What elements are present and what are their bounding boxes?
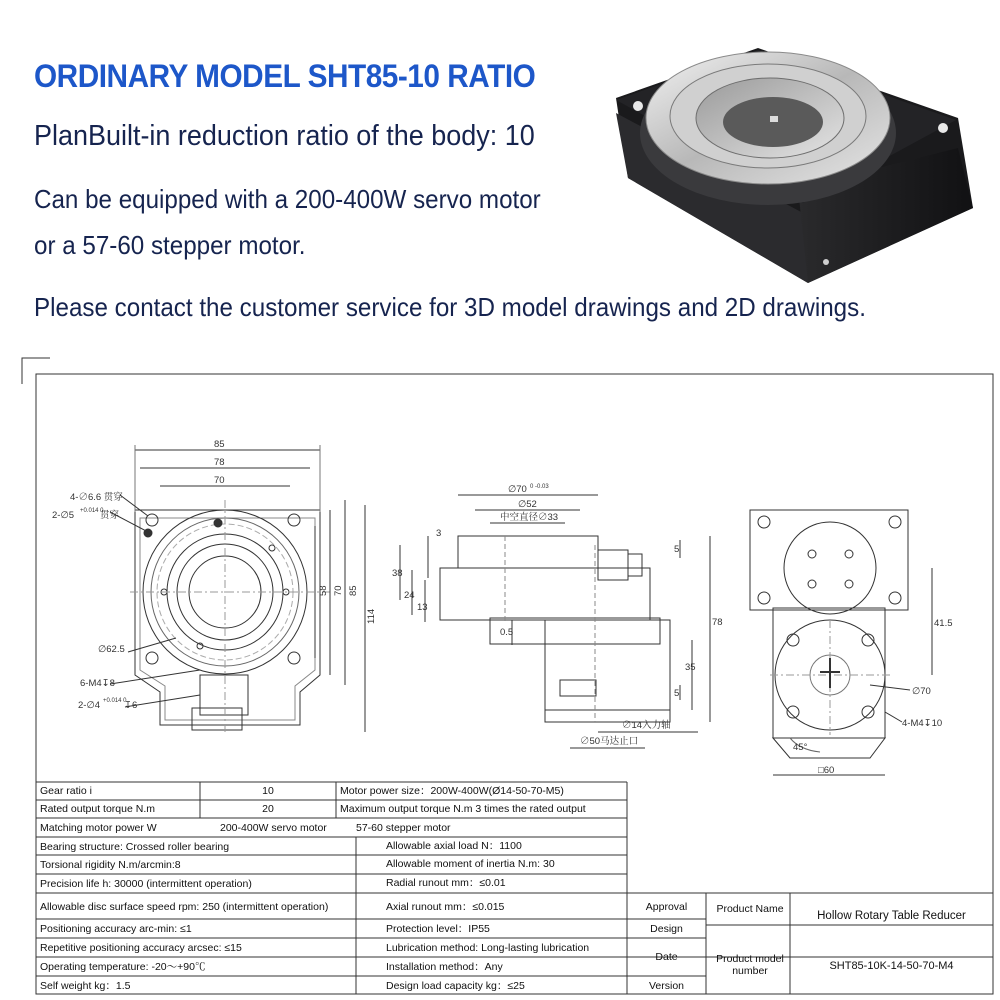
spec-rated-torque-label: Rated output torque N.m xyxy=(40,803,155,815)
spec-gear-ratio-value: 10 xyxy=(262,785,274,797)
dim-rear-415: 41.5 xyxy=(934,618,953,629)
spec-moment-inertia: Allowable moment of inertia N.m: 30 xyxy=(386,858,555,870)
dim-front-pin-holes-tol: +0.014 0 xyxy=(80,508,104,514)
spec-operating-temp: Operating temperature: -20～+90℃ xyxy=(40,961,206,973)
spec-protection-level: Protection level：IP55 xyxy=(386,923,490,935)
dim-front-pin-holes: 2-∅5 xyxy=(52,510,75,521)
spec-axial-load: Allowable axial load N：1100 xyxy=(386,840,522,852)
spec-precision-life: Precision life h: 30000 (intermittent operation) xyxy=(40,878,252,890)
dim-side-38: 38 xyxy=(392,568,403,579)
spec-positioning-accuracy: Positioning accuracy arc-min: ≤1 xyxy=(40,923,192,935)
dim-front-pin: 2-∅4 xyxy=(78,700,101,711)
product-photo xyxy=(598,38,978,288)
dim-front-78: 78 xyxy=(214,457,225,468)
spec-matching-motor-label: Matching motor power W xyxy=(40,822,157,834)
dim-side-motor-spigot: ∅50马达止口 xyxy=(580,736,639,747)
header-section xyxy=(0,0,1000,345)
spec-matching-servo: 200-400W servo motor xyxy=(220,822,327,834)
dim-side-70-tol: 0 -0.03 xyxy=(530,484,549,490)
dim-side-3: 3 xyxy=(436,528,442,539)
dim-front-625: ∅62.5 xyxy=(98,644,125,655)
spec-gear-ratio-label: Gear ratio i xyxy=(40,785,92,797)
reduction-ratio-text: PlanBuilt-in reduction ratio of the body: 10 xyxy=(34,120,535,152)
dim-front-85: 85 xyxy=(214,439,225,450)
dim-side-05: 0.5 xyxy=(500,627,514,638)
spec-radial-runout: Radial runout mm：≤0.01 xyxy=(386,877,506,889)
dim-front-pin-tol: +0.014 0 xyxy=(103,698,127,704)
servo-motor-text: Can be equipped with a 200-400W servo motor xyxy=(34,184,541,214)
spec-axial-runout: Axial runout mm：≤0.015 xyxy=(386,901,505,913)
spec-self-weight: Self weight kg：1.5 xyxy=(40,980,131,992)
rear-view xyxy=(750,510,932,775)
dim-side-24: 24 xyxy=(404,590,415,601)
dim-side-13: 13 xyxy=(417,602,428,613)
title-design: Design xyxy=(650,923,683,935)
dim-side-52: ∅52 xyxy=(518,499,537,510)
title-version: Version xyxy=(648,980,685,992)
dim-side-5b: 5 xyxy=(674,688,680,699)
mount-hole xyxy=(633,101,643,111)
dim-side-5a: 5 xyxy=(674,544,680,555)
dim-front-70v: 70 xyxy=(333,585,344,596)
page-title: ORDINARY MODEL SHT85-10 RATIO xyxy=(34,58,536,94)
dim-front-pin-holes-suffix: 贯穿 xyxy=(100,510,120,521)
spec-torsional-rigidity: Torsional rigidity N.m/arcmin:8 xyxy=(40,859,181,871)
dim-rear-60: □60 xyxy=(818,765,835,776)
dim-rear-45: 45° xyxy=(793,742,808,753)
spec-motor-power-size: Motor power size：200W-400W(Ø14-50-70-M5) xyxy=(340,785,564,797)
spec-bearing: Bearing structure: Crossed roller bearing xyxy=(40,841,230,853)
shaft-key xyxy=(770,116,778,122)
spec-repetitive-accuracy: Repetitive positioning accuracy arcsec: ≤15 xyxy=(40,942,242,954)
title-date: Date xyxy=(655,951,678,963)
dim-side-78: 78 xyxy=(712,617,723,628)
dim-front-58: 58 xyxy=(318,585,329,596)
dim-front-pin-suffix: ↧6 xyxy=(124,700,138,711)
title-model-number: SHT85-10K-14-50-70-M4 xyxy=(829,960,954,972)
side-view xyxy=(400,495,710,748)
mount-hole xyxy=(938,123,948,133)
title-model-label: Product model number xyxy=(716,953,784,977)
title-product-name-label: Product Name xyxy=(716,903,784,915)
side-port xyxy=(823,259,829,265)
technical-drawing xyxy=(0,340,1000,1000)
spec-rated-torque-value: 20 xyxy=(262,803,274,815)
spec-lubrication: Lubrication method: Long-lasting lubrication xyxy=(386,942,590,954)
dim-rear-m4: 4-M4↧10 xyxy=(902,718,943,729)
stepper-motor-text: or a 57-60 stepper motor. xyxy=(34,230,306,260)
dim-front-85v: 85 xyxy=(348,585,359,596)
dim-front-m4: 6-M4↧8 xyxy=(80,678,115,689)
title-approval: Approval xyxy=(645,901,688,913)
dim-front-holes: 4-∅6.6 贯穿 xyxy=(70,492,123,503)
contact-text: Please contact the customer service for 3D model drawings and 2D drawings. xyxy=(34,292,866,322)
dim-rear-70: ∅70 xyxy=(912,686,931,697)
dim-side-33: 中空直径∅33 xyxy=(500,512,559,523)
spec-max-torque: Maximum output torque N.m 3 times the rated output xyxy=(340,803,586,815)
spec-installation: Installation method：Any xyxy=(386,961,503,973)
dim-side-35: 35 xyxy=(685,662,696,673)
title-product-name: Hollow Rotary Table Reducer xyxy=(817,910,966,922)
dim-front-114: 114 xyxy=(366,608,377,624)
spec-matching-stepper: 57-60 stepper motor xyxy=(356,822,451,834)
spec-load-capacity: Design load capacity kg：≤25 xyxy=(386,980,525,992)
spec-disc-speed: Allowable disc surface speed rpm: 250 (intermittent operation) xyxy=(40,901,329,913)
dim-side-70: ∅70 xyxy=(508,484,527,495)
dim-side-input-shaft: ∅14入力轴 xyxy=(622,720,671,731)
dim-front-70: 70 xyxy=(214,475,225,486)
